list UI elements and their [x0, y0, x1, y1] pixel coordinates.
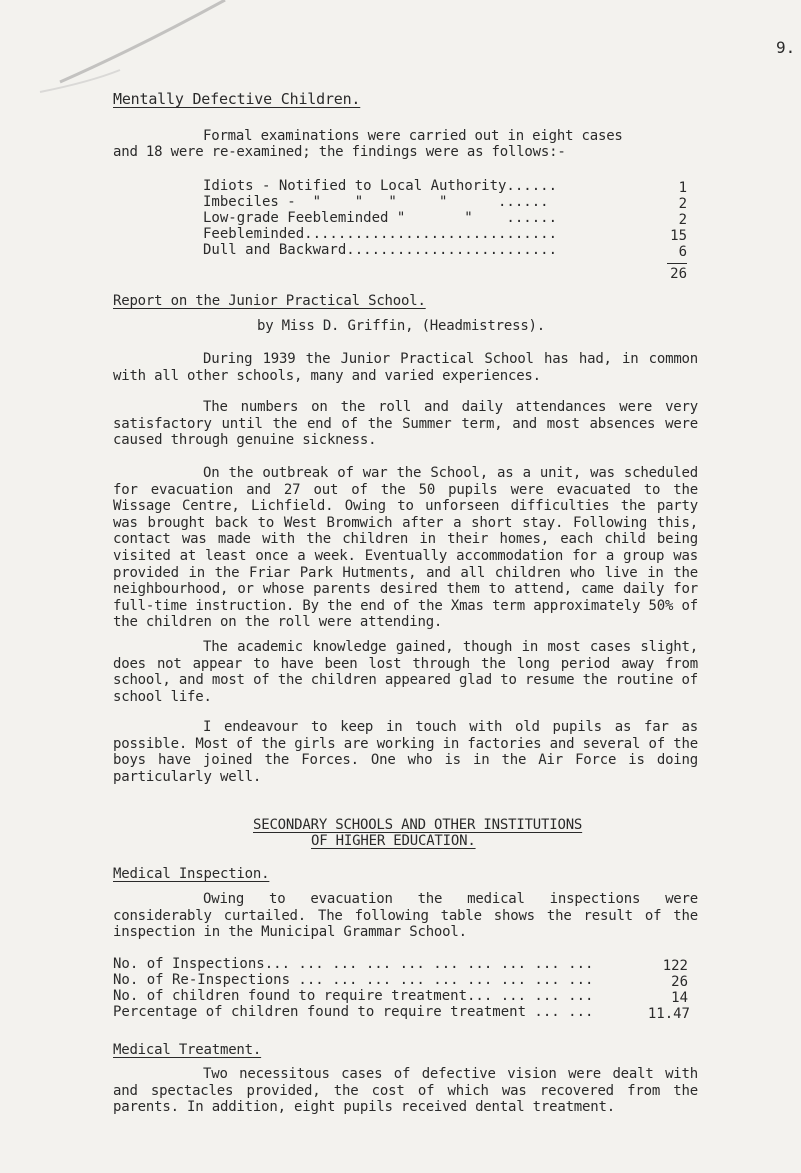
finding-label: Feebleminded.............................. — [203, 226, 558, 242]
section-heading-secondary-line2: OF HIGHER EDUCATION. — [311, 833, 476, 849]
section-heading-secondary: SECONDARY SCHOOLS AND OTHER INSTITUTIONS — [253, 817, 583, 833]
stat-label: No. of Re-Inspections ... ... ... ... ... ... ... ... ... — [113, 972, 594, 988]
finding-value: 15 — [670, 228, 687, 244]
medical-inspection-title: Medical Inspection. — [113, 866, 270, 882]
finding-value: 6 — [678, 244, 687, 260]
medical-treatment-title: Medical Treatment. — [113, 1042, 262, 1058]
report-byline: by Miss D. Griffin, (Headmistress). — [257, 318, 546, 334]
medical-treatment-text: Two necessitous cases of defective vision were dealt with and spectacles provided, the cost of which was recovered from the parents. In addition, eight pupils received dental treatment. — [113, 1066, 698, 1116]
medical-inspection-text: Owing to evacuation the medical inspections were considerably curtailed. The following table shows the result of the inspection in the Municipal Grammar School. — [113, 891, 698, 941]
stat-value: 14 — [671, 990, 688, 1006]
finding-value: 2 — [678, 212, 687, 228]
paragraph: During 1939 the Junior Practical School has had, in common with all other schools, many and varied experiences. — [113, 351, 698, 384]
stat-label: No. of children found to require treatment... ... ... ... — [113, 988, 594, 1004]
finding-value: 1 — [678, 180, 687, 196]
finding-label: Imbeciles - " " " " ...... — [203, 194, 549, 210]
findings-total: 26 — [670, 266, 687, 282]
paragraph: On the outbreak of war the School, as a unit, was scheduled for evacuation and 27 out of the 50 pupils were evacuated to the Wissage Centre, Lichfield. Owing to unforseen difficulties the party was brought back to West Bromwich after a short stay. Following this, contact was made with the children in their homes, each child being visited at least once a week. Eventually accommodation for a group was provided in the Friar Park Hutments, and all children who live in the neighbourhood, or whose parents desired them to attend, came daily for full-time instruction. By the end of the Xmas term approximately 50% of the children on the roll were attending. — [113, 465, 698, 631]
paragraph: I endeavour to keep in touch with old pupils as far as possible. Most of the girls are working in factories and several of the boys have joined the Forces. One who is in the Air Force is doing particularly well. — [113, 719, 698, 785]
intro-line-2: and 18 were re-examined; the findings were as follows:- — [113, 144, 566, 160]
page-number: 9. — [776, 38, 796, 57]
stat-label: Percentage of children found to require treatment ... ... — [113, 1004, 594, 1020]
section-title-mentally-defective: Mentally Defective Children. — [113, 90, 361, 108]
finding-value: 2 — [678, 196, 687, 212]
finding-label: Idiots - Notified to Local Authority...... — [203, 178, 558, 194]
paragraph: The numbers on the roll and daily attendances were very satisfactory until the end of the Summer term, and most absences were caused through genuine sickness. — [113, 399, 698, 449]
finding-label: Dull and Backward......................... — [203, 242, 558, 258]
paragraph: The academic knowledge gained, though in most cases slight, does not appear to have been lost through the long period away from school, and most of the children appeared glad to resume the routine of school life. — [113, 639, 698, 705]
section-title-junior-practical: Report on the Junior Practical School. — [113, 293, 426, 309]
finding-label: Low-grade Feebleminded " " ...... — [203, 210, 558, 226]
stat-value: 11.47 — [647, 1006, 690, 1022]
intro-line-1: Formal examinations were carried out in eight cases — [203, 128, 623, 144]
total-rule — [667, 263, 687, 264]
stat-value: 122 — [662, 958, 688, 974]
stat-label: No. of Inspections... ... ... ... ... ... ... ... ... ... — [113, 956, 594, 972]
stat-value: 26 — [671, 974, 688, 990]
